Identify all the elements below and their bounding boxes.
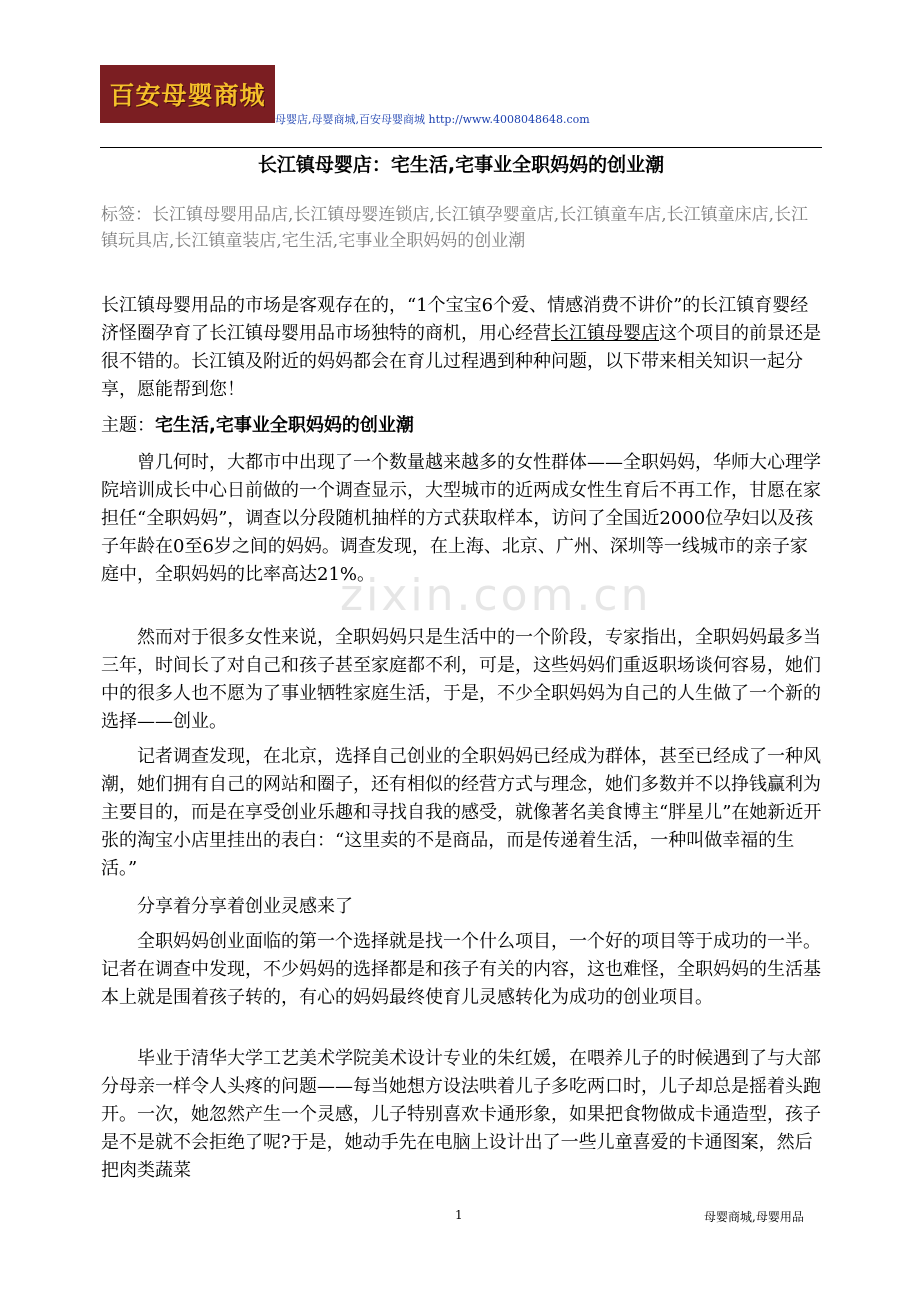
intro-link[interactable]: 长江镇母婴店: [551, 323, 659, 344]
subject-text: 宅生活,宅事业全职妈妈的创业潮: [155, 415, 414, 436]
intro-text-after: 这个项目的前景还是很不错的。长江镇及附近的妈妈都会在育儿过程遇到种种问题，以下带来相关知识一起分享，愿能帮到您！: [101, 323, 821, 400]
intro-text-before: 长江镇母婴用品的市场是客观存在的，“1个宝宝6个爱、情感消费不讲价”的长江镇育婴经济怪圈孕育了长江镇母婴用品市场独特的商机，用心经营: [101, 295, 809, 344]
footer-text: 母婴商城,母婴用品: [704, 1210, 804, 1224]
body-paragraph-2: 然而对于很多女性来说，全职妈妈只是生活中的一个阶段，专家指出，全职妈妈最多当三年，时间长了对自己和孩子甚至家庭都不利，可是，这些妈妈们重返职场谈何容易，她们中的很多人也不愿为了事业牺牲家庭生活，于是，不少全职妈妈为自己的人生做了一个新的选择——创业。: [101, 627, 821, 732]
body-paragraph-5: 全职妈妈创业面临的第一个选择就是找一个什么项目，一个好的项目等于成功的一半。记者在调查中发现，不少妈妈的选择都是和孩子有关的内容，这也难怪，全职妈妈的生活基本上就是围着孩子转的，有心的妈妈最终使育儿灵感转化为成功的创业项目。: [101, 931, 821, 1008]
header-link[interactable]: 母婴店,母婴商城,百安母婴商城 http://www.4008048648.com: [275, 113, 590, 126]
body-paragraph-4: 分享着分享着创业灵感来了: [137, 896, 353, 917]
page-number: 1: [455, 1208, 463, 1222]
intro-paragraph: [101, 292, 823, 404]
store-logo[interactable]: [100, 65, 275, 123]
header-divider: [100, 147, 822, 148]
subject-label: 主题：: [101, 415, 155, 436]
page-header: [100, 65, 822, 149]
body-paragraph-1: 曾几何时，大都市中出现了一个数量越来越多的女性群体——全职妈妈，华师大心理学院培训成长中心日前做的一个调查显示，大型城市的近两成女性生育后不再工作，甘愿在家担任“全职妈妈”，调查以分段随机抽样的方式获取样本，访问了全国近2000位孕妇以及孩子年龄在0至6岁之间的妈妈。调查发现，在上海、北京、广州、深圳等一线城市的亲子家庭中，全职妈妈的比率高达21%。: [101, 452, 821, 585]
body-paragraph-3: 记者调查发现，在北京，选择自己创业的全职妈妈已经成为群体，甚至已经成了一种风潮，她们拥有自己的网站和圈子，还有相似的经营方式与理念，她们多数并不以挣钱赢利为主要目的，而是在享受创业乐趣和寻找自我的感受，就像著名美食博主“胖星儿”在她新近开张的淘宝小店里挂出的表白：“这里卖的不是商品，而是传递着生活，一种叫做幸福的生活。”: [101, 746, 822, 879]
body-paragraph-6: 毕业于清华大学工艺美术学院美术设计专业的朱红媛，在喂养儿子的时候遇到了与大部分母亲一样令人头疼的问题——每当她想方设法哄着儿子多吃两口时，儿子却总是摇着头跑开。一次，她忽然产生一个灵感，儿子特别喜欢卡通形象，如果把食物做成卡通造型，孩子是不是就不会拒绝了呢?于是，她动手先在电脑上设计出了一些儿童喜爱的卡通图案，然后把肉类蔬菜: [101, 1048, 821, 1181]
tags-line: 标签：长江镇母婴用品店,长江镇母婴连锁店,长江镇孕婴童店,长江镇童车店,长江镇童床店,长江镇玩具店,长江镇童装店,宅生活,宅事业全职妈妈的创业潮: [101, 205, 809, 251]
watermark: zixin.com.cn: [340, 570, 652, 621]
logo-text: 百安母婴商城: [109, 81, 266, 110]
document-title: 长江镇母婴店：宅生活,宅事业全职妈妈的创业潮: [257, 154, 665, 176]
subject-line: [101, 412, 823, 440]
